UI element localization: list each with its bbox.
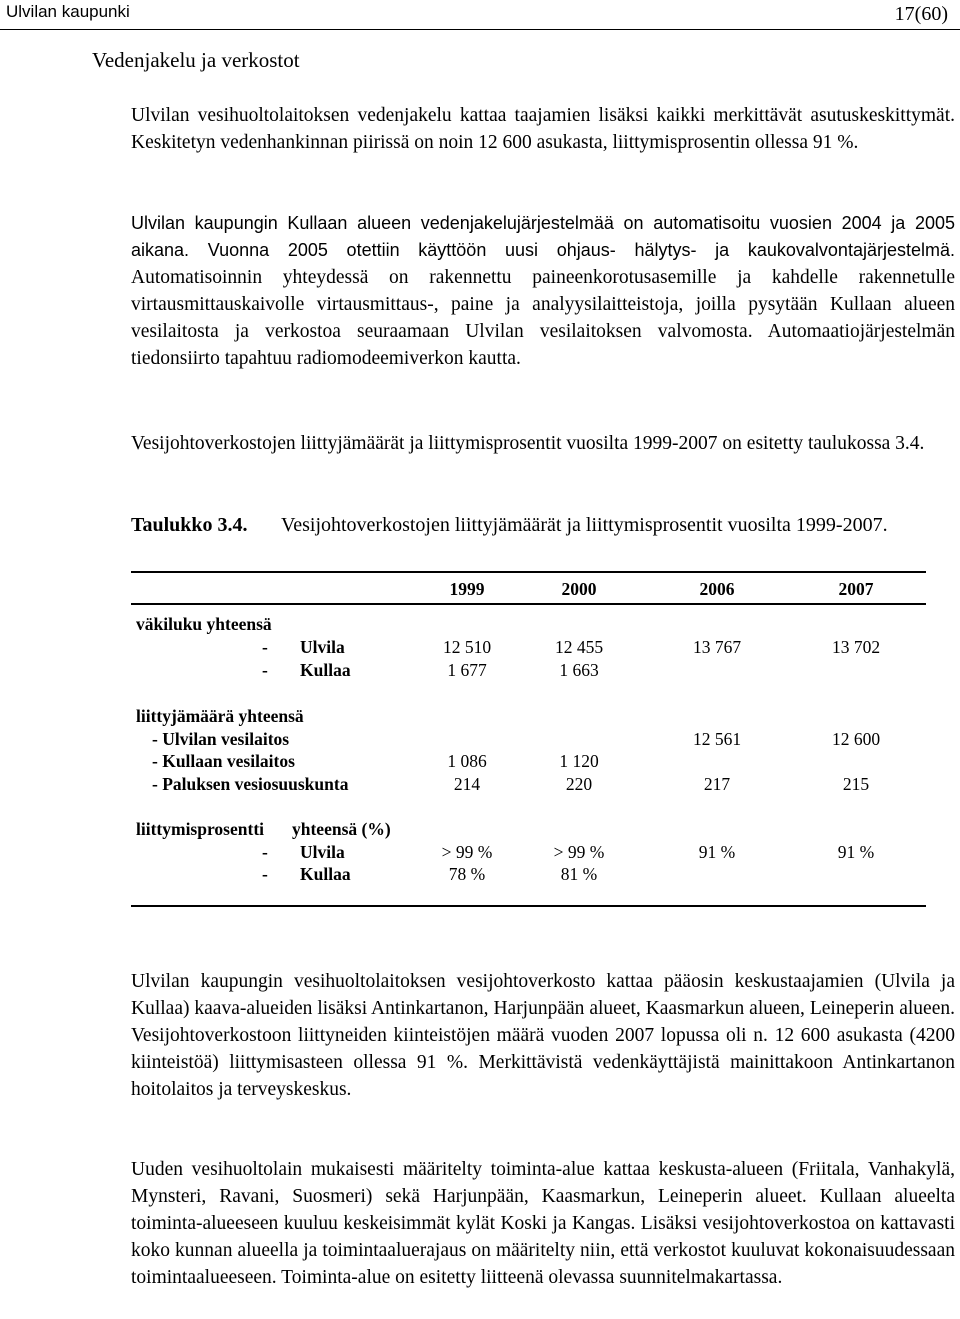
header-divider [0, 29, 960, 30]
row-label: Kullaa [300, 864, 351, 884]
page-number: 17(60) [894, 3, 948, 25]
cell-value: 12 455 [554, 637, 604, 657]
cell-value: 1 086 [447, 751, 487, 771]
paragraph-automation [131, 210, 955, 372]
paragraph-service-area: Uuden vesihuoltolain mukaisesti määritelty toiminta-alue kattaa keskusta-alueen (Friitala, Vanhakylä, Mynsteri, Ravani, Suosmeri) sekä Harjunpään, Kaasmarkun, Leineperin alueet. Kullaan alueelta toiminta-alueeseen kuuluu keskeisimmät kylät Koski ja Kangas. Lisäksi vesijohtoverkostoa on kattavasti koko kunnan alueella ja toimintaaluerajaus on määritelty niin, että verkostot kuuluvat kokonaisuudessaan toimintaalueeseen. Toiminta-alue on esitetty liitteenä olevassa suunnitelmakartassa. [131, 1159, 955, 1288]
cell-value: 13 702 [831, 637, 881, 657]
table-caption-text: Vesijohtoverkostojen liittyjämäärät ja liittymisprosentit vuosilta 1999-2007. [281, 514, 888, 536]
table-caption-label: Taulukko 3.4. [131, 514, 248, 536]
cell-value: 214 [453, 774, 481, 794]
cell-value: 81 % [560, 864, 598, 884]
cell-value: 13 767 [692, 637, 742, 657]
cell-value: 12 561 [692, 729, 742, 749]
cell-value: > 99 % [553, 842, 605, 862]
row-dash: - [262, 864, 268, 884]
row-label: - Ulvilan vesilaitos [152, 729, 290, 749]
header-organization: Ulvilan kaupunki [6, 2, 130, 21]
cell-value: > 99 % [441, 842, 493, 862]
year-header: 2007 [838, 579, 874, 599]
cell-value: 1 120 [559, 751, 599, 771]
year-header: 2006 [699, 579, 735, 599]
year-header: 1999 [449, 579, 485, 599]
section-title: Vedenjakelu ja verkostot [92, 48, 300, 72]
cell-value: 1 663 [559, 660, 599, 680]
cell-value: 1 677 [447, 660, 487, 680]
paragraph-network-coverage: Ulvilan kaupungin vesihuoltolaitoksen vesijohtoverkosto kattaa pääosin keskustaajamien (Ulvila ja Kullaa) kaava-alueiden lisäksi Antinkartanon, Harjunpään alueet, Kaasmarkun alueen, Leineperin alueen. Vesijohtoverkostoon liittyneiden kiinteistöjen määrä vuoden 2007 lopussa oli n. 12 600 asukasta (4200 kiinteistöä) liittymisasteen ollessa 91 %. Merkittävistä vedenkäyttäjistä mainittakoon Antinkartanon hoitolaitos ja terveyskeskus. [131, 971, 955, 1100]
group-title-percentage-total: yhteensä (%) [292, 819, 391, 839]
group-title-connections: liittyjämäärä yhteensä [136, 706, 304, 726]
paragraph-table-intro: Vesijohtoverkostojen liittyjämäärät ja liittymisprosentit vuosilta 1999-2007 on esitetty taulukossa 3.4. [131, 433, 925, 454]
cell-value: 91 % [698, 842, 736, 862]
group-title-percentage: liittymisprosentti [136, 819, 265, 839]
group-title-population: väkiluku yhteensä [136, 614, 272, 634]
row-dash: - [262, 842, 268, 862]
table-top-rule [131, 571, 926, 573]
paragraph-automation-sans: Ulvilan kaupungin Kullaan alueen vedenjakelujärjestelmää on automatisoitu vuosien 2004 ja 2005 aikana. Vuonna 2005 otettiin käyttöön uusi ohjaus- hälytys- ja kaukovalvontajärjestelmä. [131, 213, 955, 260]
cell-value: 12 600 [831, 729, 881, 749]
row-dash: - [262, 660, 268, 680]
row-dash: - [262, 637, 268, 657]
row-label: Ulvila [300, 842, 345, 862]
table-bottom-rule [131, 905, 926, 907]
table-header-rule [131, 603, 926, 605]
cell-value: 220 [565, 774, 593, 794]
row-label: - Kullaan vesilaitos [152, 751, 295, 771]
cell-value: 215 [842, 774, 870, 794]
cell-value: 12 510 [442, 637, 492, 657]
row-label: Kullaa [300, 660, 351, 680]
cell-value: 217 [703, 774, 731, 794]
cell-value: 91 % [837, 842, 875, 862]
cell-value: 78 % [448, 864, 486, 884]
year-header: 2000 [561, 579, 597, 599]
page-header [0, 0, 960, 30]
paragraph-automation-serif: Automatisoinnin yhteydessä on rakennettu paineenkorotusasemille ja kahdelle rakennetulle virtausmittauskaivolle virtausmittaus-, paine ja analyysilaitteistoja, joilla pysytään Kullaan alueen vesilaitosta ja verkostoa seuraamaan Ulvilan vesilaitoksen valvomosta. Automaatiojärjestelmän tiedonsiirto tapahtuu radiomodeemiverkon kautta. [131, 267, 955, 369]
row-label: Ulvila [300, 637, 345, 657]
paragraph-distribution: Ulvilan vesihuoltolaitoksen vedenjakelu kattaa taajamien lisäksi kaikki merkittävät asutuskeskittymät. Keskitetyn vedenhankinnan piirissä on noin 12 600 asukasta, liittymisprosentin ollessa 91 %. [131, 105, 955, 153]
row-label: - Paluksen vesiosuuskunta [152, 774, 349, 794]
